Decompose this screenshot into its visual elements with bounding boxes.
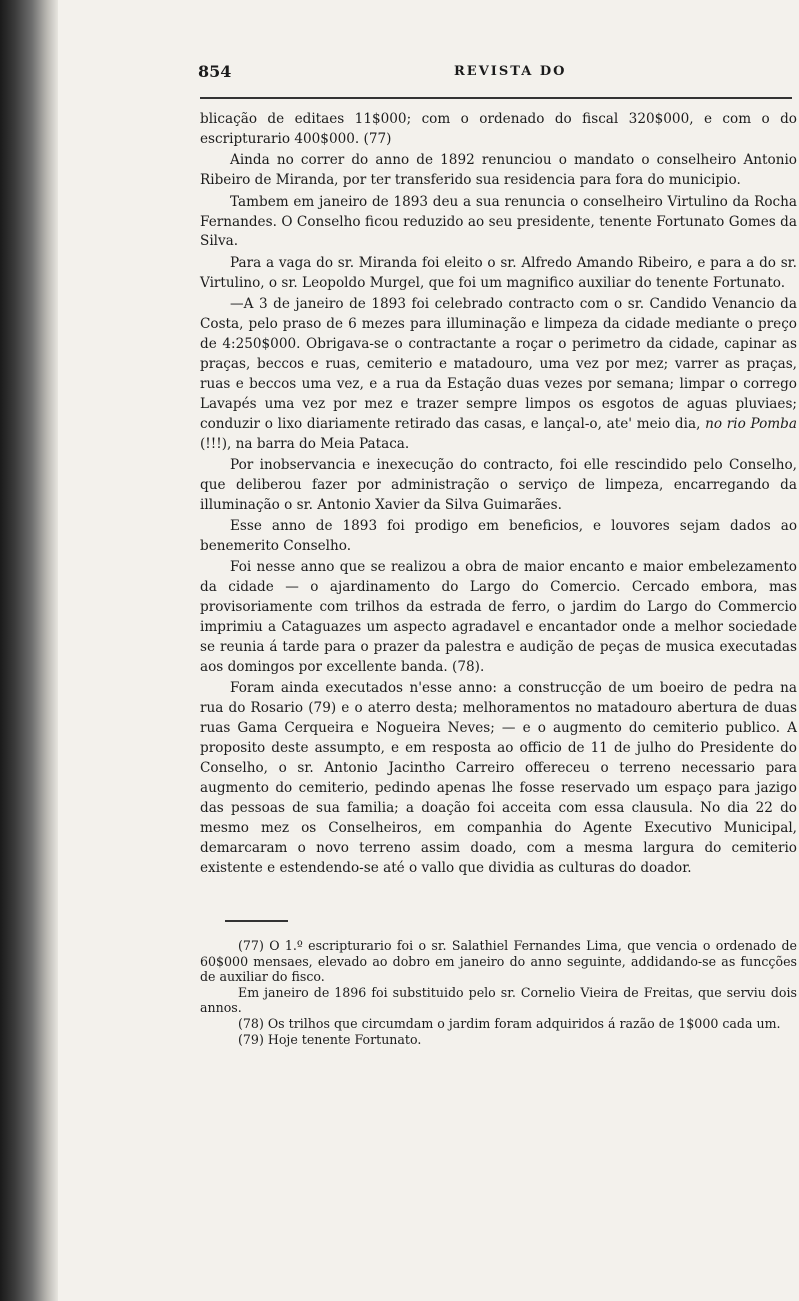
page-header [198,60,798,90]
paragraph: Ainda no correr do anno de 1892 renunciou o mandato o conselheiro Antonio Ribeiro de Miranda, por ter transferido sua residencia para fora do municipio. [200,152,797,189]
paragraph: blicação de editaes 11$000; com o ordenado do fiscal 320$000, e com o do escripturario 400$000. (77) [200,111,797,147]
paragraph: Foram ainda executados n'esse anno: a construcção de um boeiro de pedra na rua do Rosario (79) e o aterro desta; melhoramentos no matadouro abertura de duas ruas Gama Cerqueira e Nogueira Neves; — e o augmento do cemiterio publico. A proposito deste assumpto, e em resposta ao officio de 11 de julho do Presidente do Conselho, o sr. Antonio Jacintho Carreiro offereceu o terreno necessario para augmento do cemiterio, pedindo apenas lhe fosse reservado um espaço para jazigo das pessoas de sua familia; a doação foi acceita com essa clausula. No dia 22 do mesmo mez os Conselheiros, em companhia do Agente Executivo Municipal, demarcaram o novo terreno assim doado, com a mesma largura do cemiterio existente e estendendo-se até o vallo que dividia as culturas do doador. [200,680,797,876]
header-rule [200,97,792,99]
italic-phrase: no rio Pomba [705,415,797,432]
paragraph: Para a vaga do sr. Miranda foi eleito o sr. Alfredo Amando Ribeiro, e para a do sr. Virtulino, o sr. Leopoldo Murgel, que foi um magnifico auxiliar do tenente Fortunato. [200,254,797,291]
paragraph: Foi nesse anno que se realizou a obra de maior encanto e maior embelezamento da cidade — o ajardinamento do Largo do Comercio. Cercado embora, mas provisoriamente com trilhos da estrada de ferro, o jardim do Largo do Commercio imprimiu a Cataguazes um aspecto agradavel e encantador onde a melhor sociedade se reunia á tarde para o prazer da palestra e audição de peças de musica executadas aos domingos por excellente banda. (78). [200,559,797,675]
footnote: Em janeiro de 1896 foi substituido pelo sr. Cornelio Vieira de Freitas, que serviu dois annos. [200,984,797,1016]
footnotes [200,938,797,1047]
body-text [200,110,797,880]
paragraph-contract: —A 3 de janeiro de 1893 foi celebrado contracto com o sr. Candido Venancio da Costa, pelo praso de 6 mezes para illuminação e limpeza da cidade mediante o preço de 4:250$000. Obrigava-se o contractante a roçar o perimetro da cidade, capinar as praças, beccos e ruas, cemiterio e matadouro, uma vez por mez; varrer as praças, ruas e beccos uma vez, e a rua da Estação duas vezes por semana; limpar o corrego Lavapés uma vez por mez e trazer sempre limpos os esgotos de aguas pluviaes; conduzir o lixo diariamente retirado das casas, e lançal-o, ate' meio dia, no rio Pomba (!!!), na barra do Meia Pataca. [200,296,797,452]
paragraph: Tambem em janeiro de 1893 deu a sua renuncia o conselheiro Virtulino da Rocha Fernandes. O Conselho ficou reduzido ao seu presidente, tenente Fortunato Gomes da Silva. [200,193,797,250]
paragraph: Esse anno de 1893 foi prodigo em beneficios, e louvores sejam dados ao benemerito Conselho. [200,518,797,555]
page-number: 854 [198,62,232,81]
book-page [58,0,799,1301]
footnote: (77) O 1.º escripturario foi o sr. Salathiel Fernandes Lima, que vencia o ordenado de 60$000 mensaes, elevado ao dobro em janeiro do anno seguinte, addidando-se as funcções de auxiliar do fisco. [200,938,797,985]
paragraph: Por inobservancia e inexecução do contracto, foi elle rescindido pelo Conselho, que deliberou fazer por administração o serviço de limpeza, encarregando da illuminação o sr. Antonio Xavier da Silva Guimarães. [200,456,797,513]
footnote-rule [225,920,288,922]
running-title: REVISTA DO [454,64,567,79]
footnote: (78) Os trilhos que circumdam o jardim foram adquiridos á razão de 1$000 cada um. [238,1015,781,1031]
book-spine-shadow [0,0,58,1301]
footnote: (79) Hoje tenente Fortunato. [238,1031,422,1047]
